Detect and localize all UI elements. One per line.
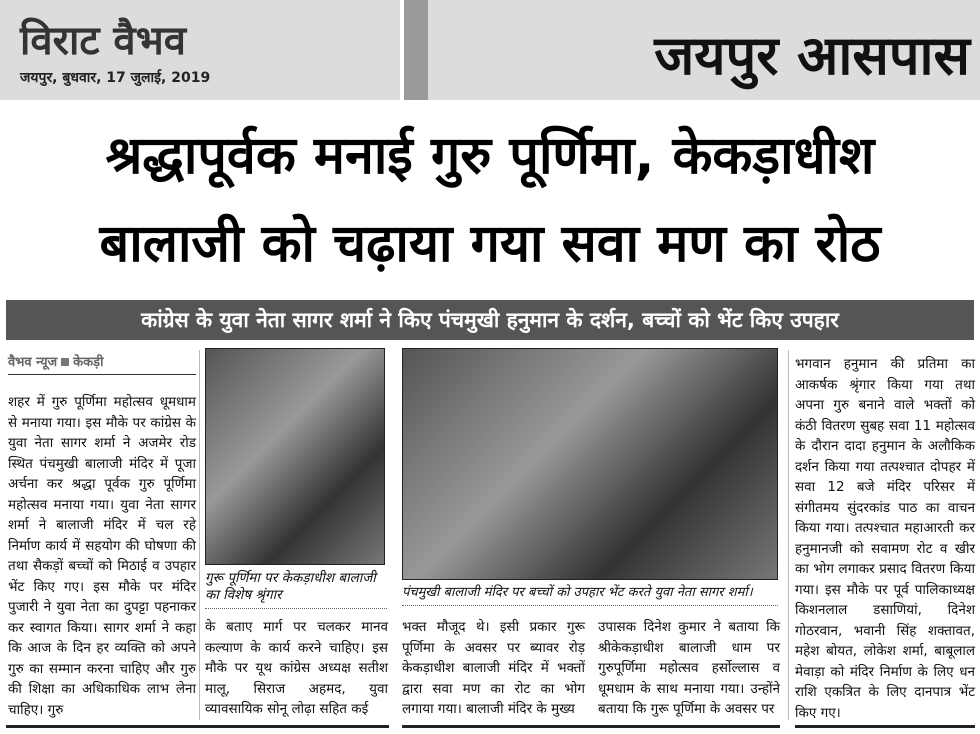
section-title: जयपुर आसपास [428, 0, 980, 100]
paper-name: विराट वैभव [20, 18, 187, 64]
article-column-1: शहर में गुरु पूर्णिमा महोत्सव धूमधाम से मनाया गया। इस मौके पर कांग्रेस के युवा नेता सागर शर्मा ने अजमेर रोड स्थित पंचमुखी बालाजी मंदिर में पूजा अर्चना कर श्रद्धा पूर्वक गुरु पूर्णिमा महोत्सव मनाया गया। युवा नेता सागर शर्मा ने बालाजी मंदिर में चल रहे निर्माण कार्य में सहयोग की घोषणा की तथा सैकड़ों बच्चों को मिठाई व उपहार भेंट किए गए। इस मौके पर मंदिर पुजारी ने युवा नेता का दुपट्टा पहनाकर कर स्वागत किया। सागर शर्मा ने कहा कि आज के दिन हर व्यक्ति को अपने गुरु का सम्मान करना चाहिए और गुरु की शिक्षा का अधिकाधिक लाभ लेना चाहिए। गुरु [8, 394, 196, 718]
byline [8, 352, 196, 375]
square-bullet-icon [61, 358, 69, 366]
column-divider [199, 350, 200, 720]
paper-date: जयपुर, बुधवार, 17 जुलाई, 2019 [20, 70, 211, 86]
headline-line-2: बालाजी को चढ़ाया गया सवा मण का रोठ [99, 214, 881, 274]
header-divider [404, 0, 428, 100]
bottom-rule [6, 725, 389, 728]
subheadline: कांग्रेस के युवा नेता सागर शर्मा ने किए पंचमुखी हनुमान के दर्शन, बच्चों को भेंट किए उपहार [6, 300, 974, 340]
article-column-5: भगवान हनुमान की प्रतिमा का आकर्षक श्रृंगार किया गया तथा अपना गुरु बनाने वाले भक्तों को कंठी वितरण सुबह सवा 11 महोत्सव के दौरान दादा हनुमान के अलौकिक दर्शन किया गया तत्पश्चात दोपहर में सवा 12 बजे मंदिर परिसर में संगीतमय सुंदरकांड पाठ का वाचन किया गया। तत्पश्चात महाआरती कर हनुमानजी को सवामण रोट व खीर का भोग लगाकर प्रसाद वितरण किया गया। इस मौके पर पूर्व पालिकाध्यक्ष किशनलाल डसाणियां, दिनेश गोठरवान, भवानी सिंह शक्तावत, महेश बोयत, लोकेश शर्मा, बाबूलाल मेवाड़ा को मंदिर निर्माण के लिए धन राशि एकत्रित के लिए दानपात्र भेंट किए गए। [795, 356, 975, 721]
photo-children-gifts [402, 348, 778, 580]
column-divider [788, 350, 789, 720]
byline-source: वैभव न्यूज [8, 355, 58, 370]
bottom-rule [402, 725, 780, 728]
article-column-2: के बताए मार्ग पर चलकर मानव कल्याण के कार्य करने चाहिए। इस मौके पर यूथ कांग्रेस अध्यक्ष सतीश मालू, सिराज अहमद, युवा व्यावसायिक सोनू लोढ़ा सहित कई [205, 619, 388, 717]
bottom-rule [795, 725, 975, 728]
masthead [0, 0, 400, 100]
photo-caption-1: गुरू पूर्णिमा पर केकड़ाधीश बालाजी का विशेष श्रृंगार [205, 570, 387, 609]
photo-decorated-idol [205, 348, 385, 565]
article-column-3: भक्त मौजूद थे। इसी प्रकार गुरू पूर्णिमा के अवसर पर ब्यावर रोड़ केकड़ाधीश बालाजी मंदिर में भक्तों द्वारा सवा मण का रोट का भोग लगाया गया। बालाजी मंदिर के मुख्य [402, 619, 585, 717]
headline [0, 112, 980, 288]
byline-place: केकड़ी [73, 355, 104, 370]
photo-caption-2: पंचमुखी बालाजी मंदिर पर बच्चों को उपहार भेंट करते युवा नेता सागर शर्मा। [402, 584, 778, 606]
article-column-4: उपासक दिनेश कुमार ने बताया कि श्रीकेकड़ाधीश बालाजी धाम पर गुरुपूर्णिमा महोत्सव हर्सोल्लास व धूमधाम के साथ मनाया गया। उन्होंने बताया कि गुरू पूर्णिमा के अवसर पर [598, 619, 780, 717]
headline-line-1: श्रद्धापूर्वक मनाई गुरु पूर्णिमा, केकड़ाधीश [105, 126, 875, 186]
